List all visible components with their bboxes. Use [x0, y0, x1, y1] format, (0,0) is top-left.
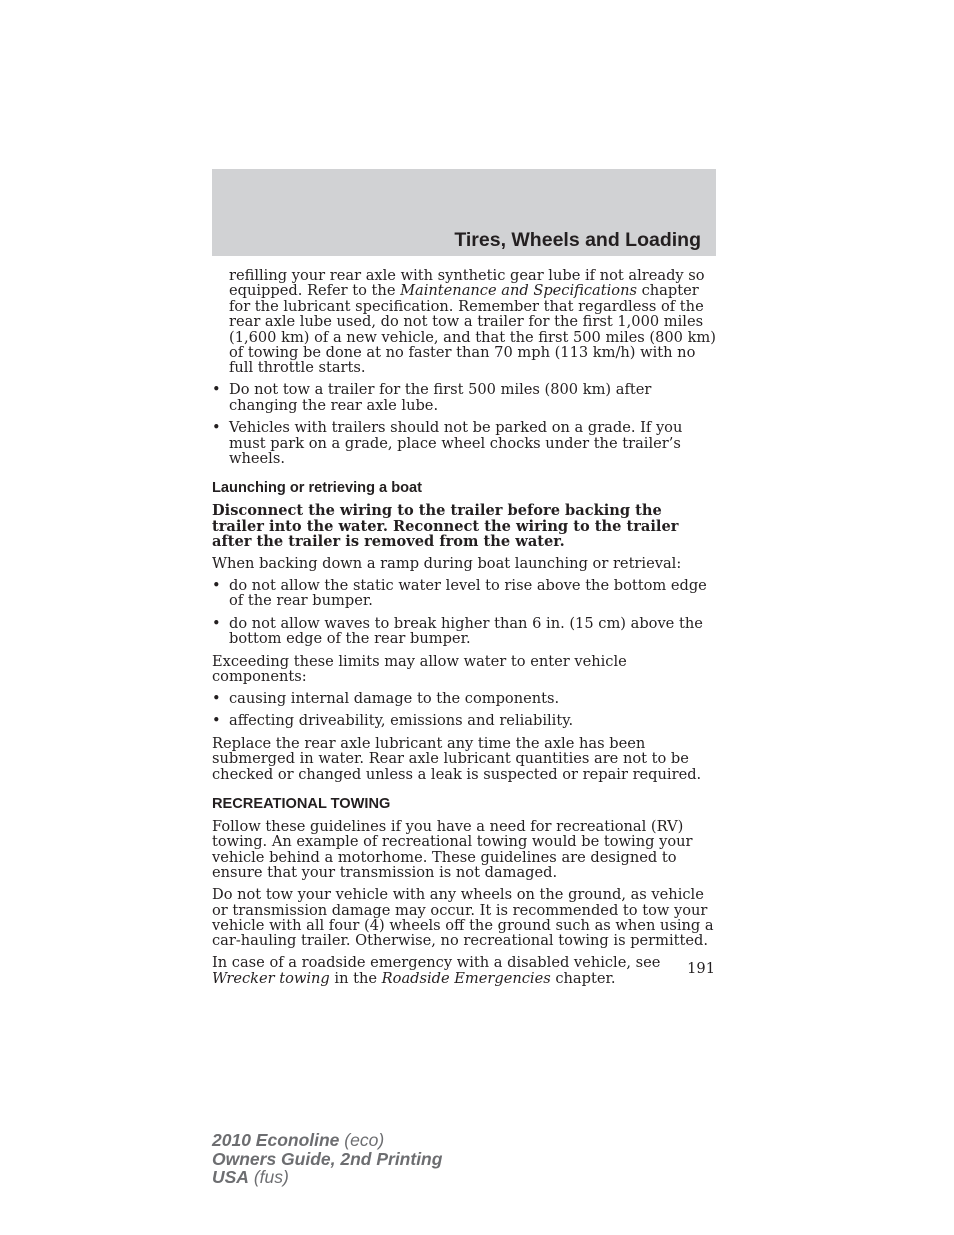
recreational-paragraph-1: Follow these guidelines if you have a need for recreational (RV) towing. An example of recreational towing would be towing your vehicle behind a motorhome. These guidelines are designed to ensure that your transmission is not damaged.: [212, 817, 693, 882]
bullet-icon: •: [212, 419, 221, 437]
footer-model-code: (eco): [339, 1130, 385, 1150]
section-heading-boat: Launching or retrieving a boat: [212, 480, 423, 497]
bullet-icon: •: [212, 712, 221, 730]
section-heading-recreational: RECREATIONAL TOWING: [212, 795, 391, 812]
boat-intro-paragraph: When backing down a ramp during boat launching or retrieval:: [212, 555, 682, 573]
chapter-title: Tires, Wheels and Loading: [454, 229, 701, 251]
bullet-icon: •: [212, 381, 221, 399]
list-item: [212, 713, 716, 728]
bullet-icon: •: [212, 614, 221, 632]
list-item-text: do not allow the static water level to rise above the bottom edge of the rear bumper.: [229, 577, 707, 610]
list-item: [212, 616, 716, 647]
continuation-paragraph: [212, 268, 716, 376]
text-run: chapter for the lubricant specification. Remember that regardless of the rear axle lube used, do not tow a trailer for the first 1,000 miles (1,600 km) of a new vehicle, and that the first 500 miles (800 km) of towing be done at no faster than 70 mph (113 km/h) with no full throttle starts.: [229, 282, 716, 377]
footer-line-3: [212, 1168, 442, 1187]
recreational-paragraph-2: Do not tow your vehicle with any wheels on the ground, as vehicle or transmission damage may occur. It is recommended to tow your vehicle with all four (4) wheels off the ground such as when using a car-hauling trailer. Otherwise, no recreational towing is permitted.: [212, 886, 714, 950]
section-reference: Wrecker towing: [212, 969, 330, 987]
footer-market: USA: [212, 1167, 249, 1188]
list-item-text: causing internal damage to the components.: [229, 689, 560, 707]
list-item-text: Vehicles with trailers should not be parked on a grade. If you must park on a grade, place wheel chocks under the trailer’s wheels.: [229, 419, 683, 467]
list-item: [212, 691, 716, 706]
footer-model: 2010 Econoline: [212, 1130, 340, 1150]
replace-paragraph: Replace the rear axle lubricant any time the axle has been submerged in water. Rear axle lubricant quantities are not to be checked or changed unless a leak is suspected or repair required.: [212, 734, 702, 783]
warning-text: Disconnect the wiring to the trailer before backing the trailer into the water. Reconnect the wiring to the trailer after the trailer is removed from the water.: [212, 502, 679, 551]
list-item: [212, 578, 716, 609]
list-item-text: do not allow waves to break higher than 6 in. (15 cm) above the bottom edge of the rear bumper.: [229, 614, 703, 648]
page-number: 191: [687, 960, 715, 977]
list-item-text: affecting driveability, emissions and reliability.: [229, 712, 574, 730]
footer-line-1: [212, 1131, 442, 1150]
footer-market-code: (fus): [248, 1167, 289, 1188]
footer-line-2: [212, 1150, 442, 1169]
list-item: [212, 382, 716, 413]
bullet-icon: •: [212, 689, 221, 707]
text-run: chapter.: [550, 969, 616, 987]
document-footer: [212, 1131, 442, 1187]
list-item-text: Do not tow a trailer for the first 500 miles (800 km) after changing the rear axle lube.: [229, 381, 652, 414]
bullet-icon: •: [212, 577, 221, 594]
chapter-reference: Roadside Emergencies: [381, 969, 551, 987]
text-run: refilling your rear axle with synthetic gear lube if not already so equipped. Refer to the: [229, 267, 705, 300]
list-item: [212, 420, 716, 466]
text-run: In case of a roadside emergency with a disabled vehicle, see: [212, 954, 661, 972]
page-body: [212, 268, 716, 993]
footer-printing: Owners Guide, 2nd Printing: [212, 1148, 443, 1169]
exceeding-paragraph: Exceeding these limits may allow water to enter vehicle components:: [212, 652, 627, 686]
text-run: in the: [329, 969, 382, 987]
chapter-reference: Maintenance and Specifications: [400, 282, 637, 300]
chapter-header-band: [212, 169, 716, 256]
